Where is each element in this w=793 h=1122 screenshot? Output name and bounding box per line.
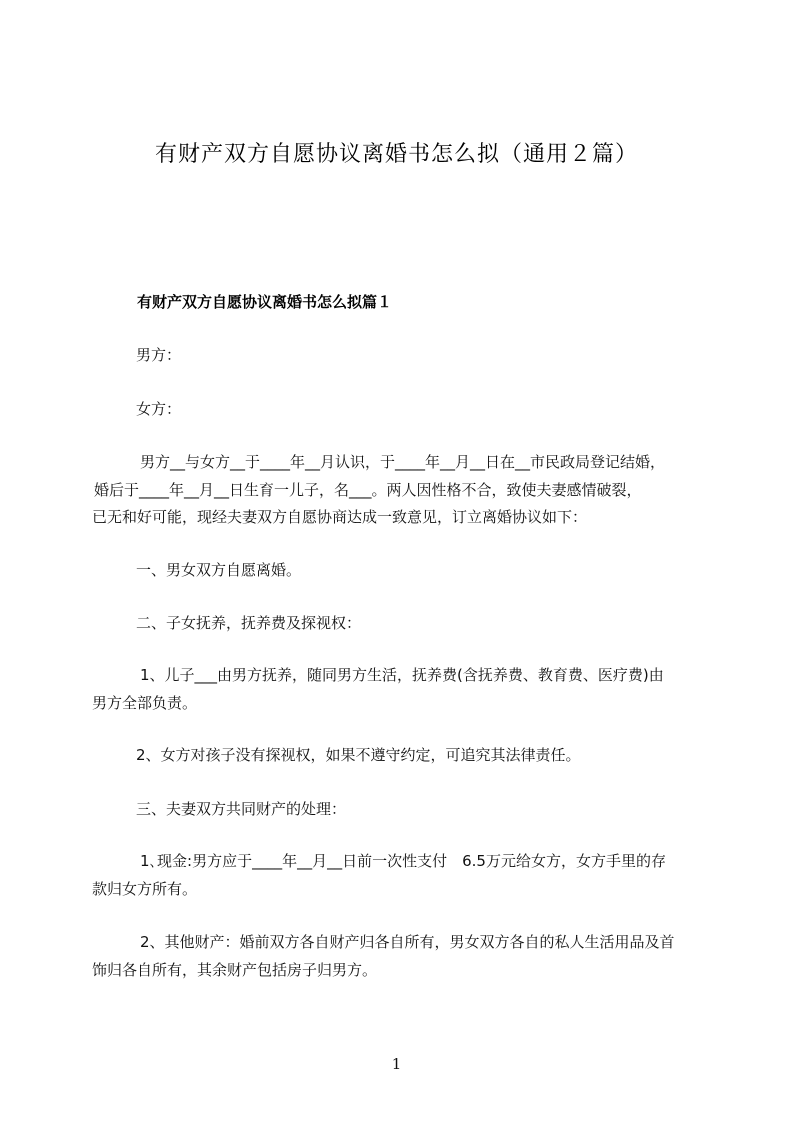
clause-2-2: 2、女方对孩子没有探视权，如果不遵守约定，可追究其法律责任。 (136, 746, 581, 764)
clause-1: 一、男女双方自愿离婚。 (136, 561, 302, 579)
paragraph-intro-line-1: 男方__与女方__于____年__月认识，于____年__月__日在__市民政局登记结婚， (140, 453, 666, 471)
clause-3-2-line-1: 2、其他财产：婚前双方各自财产归各自所有，男女双方各自的私人生活用品及首 (140, 933, 675, 951)
paragraph-intro-line-3: 已无和好可能，现经夫妻双方自愿协商达成一致意见，订立离婚协议如下： (92, 508, 588, 526)
paragraph-intro-line-2: 婚后于____年__月__日生育一儿子，名___。两人因性格不合，致使夫妻感情破裂， (94, 481, 642, 499)
page-number: 1 (391, 1055, 402, 1073)
section-heading: 有财产双方自愿协议离婚书怎么拟篇１ (137, 293, 393, 311)
clause-2: 二、子女抚养，抚养费及探视权： (136, 614, 362, 632)
paragraph-female: 女方： (136, 400, 182, 418)
clause-3-1-line-1: 1､现金:男方应于____年__月__日前一次性支付 6.5万元给女方，女方手里的存 (140, 852, 666, 870)
clause-3-2-line-2: 饰归各自所有，其余财产包括房子归男方。 (92, 961, 378, 979)
clause-3-1-line-2: 款归女方所有。 (92, 880, 198, 898)
clause-2-1-line-1: 1、儿子___由男方抚养，随同男方生活，抚养费(含抚养费、教育费、医疗费)由 (140, 666, 664, 684)
document-title: 有财产双方自愿协议离婚书怎么拟（通用２篇） (154, 142, 638, 167)
paragraph-male: 男方： (136, 346, 182, 364)
clause-3: 三、夫妻双方共同财产的处理： (136, 800, 347, 818)
clause-2-1-line-2: 男方全部负责。 (92, 694, 198, 712)
